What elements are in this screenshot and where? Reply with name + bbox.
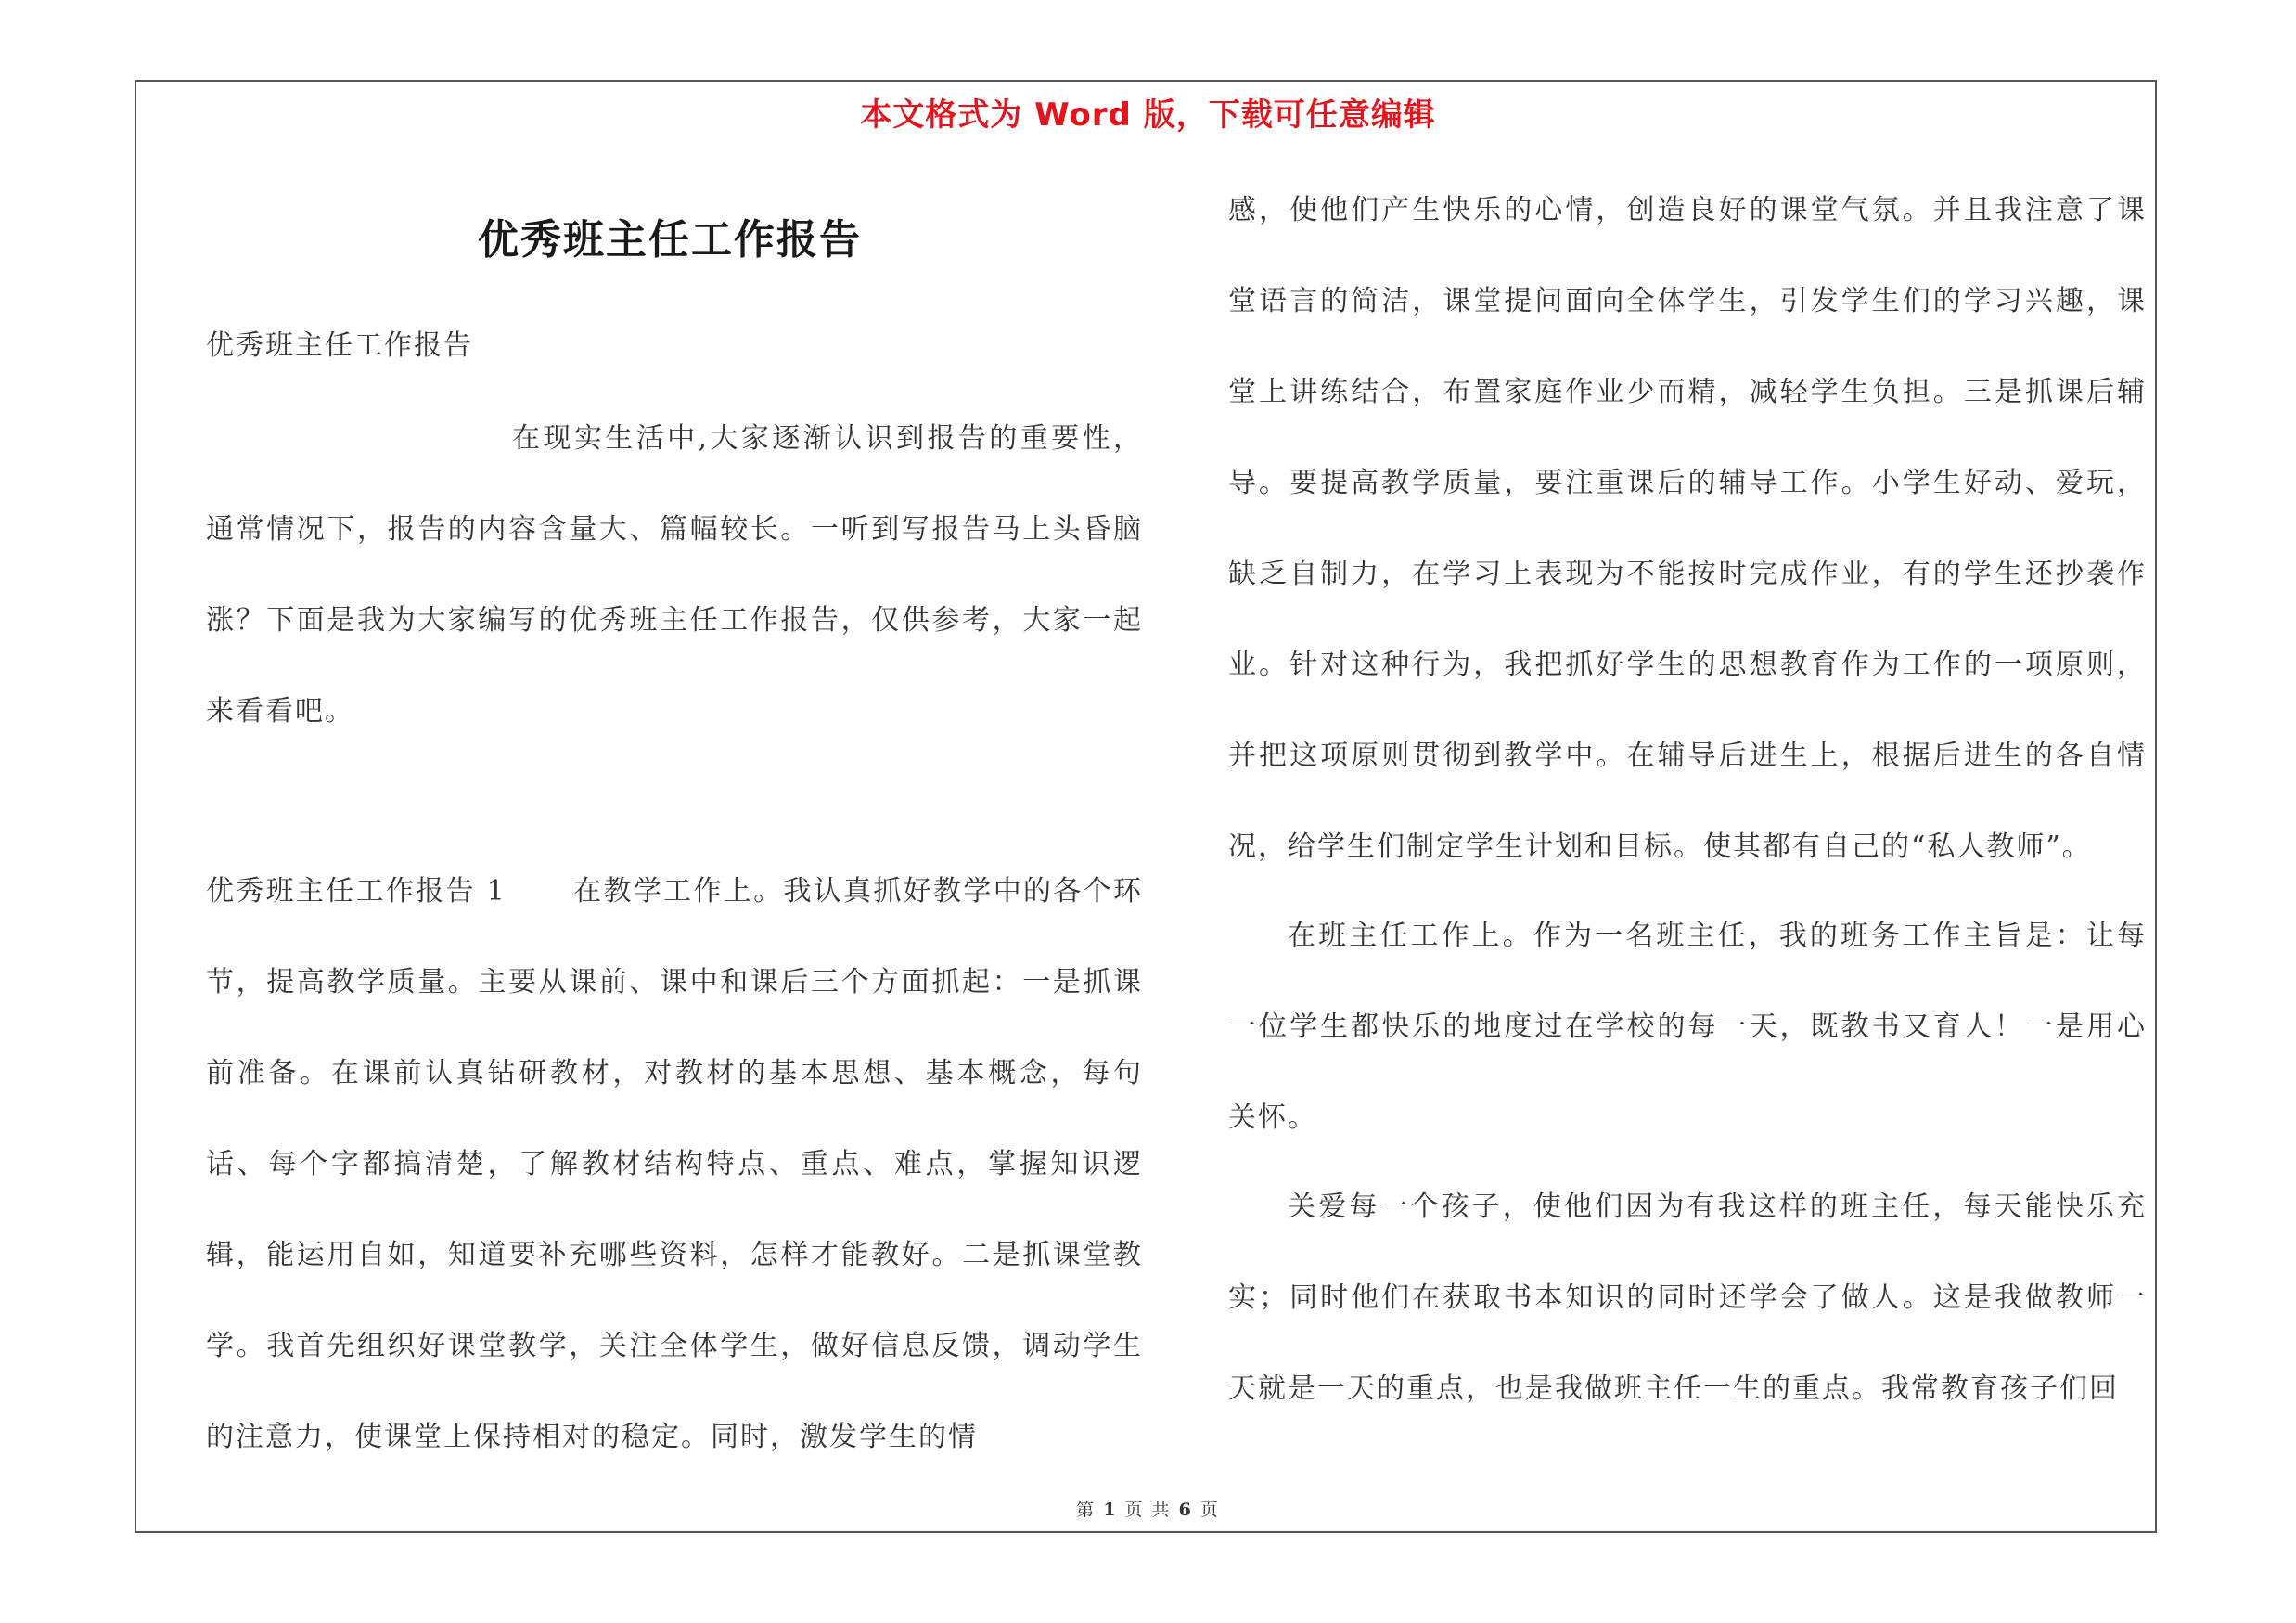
current-page-number: 1 <box>1103 1500 1118 1520</box>
section-1-text: 在教学工作上。我认真抓好教学中的各个环节，提高教学质量。主要从课前、课中和课后三个方面抓起：一是抓课前准备。在课前认真钻研教材，对教材的基本思想、基本概念，每句话、每个字都搞清楚，了解教材结构特点、重点、难点，掌握知识逻辑，能运用自如，知道要补充哪些资料，怎样才能教好。二是抓课堂教学。我首先组织好课堂教学，关注全体学生，做好信息反馈，调动学生的注意力，使课堂上保持相对的稳定。同时，激发学生的情 <box>206 875 1144 1453</box>
footer-prefix: 第 <box>1076 1500 1097 1520</box>
total-page-count: 6 <box>1178 1500 1193 1520</box>
word-format-banner: 本文格式为 Word 版，下载可任意编辑 <box>860 97 1436 134</box>
section-1-paragraph <box>206 846 1143 1483</box>
intro-paragraph: 在现实生活中,大家逐渐认识到报告的重要性，通常情况下，报告的内容含量大、篇幅较长。一听到写报告马上头昏脑涨？下面是我为大家编写的优秀班主任工作报告，仅供参考，大家一起来看看吧。 <box>206 422 1143 728</box>
class-teacher-paragraph: 在班主任工作上。作为一名班主任，我的班务工作主旨是：让每一位学生都快乐的地度过在学校的每一天，既教书又育人！一是用心关怀。 <box>1228 920 2147 1134</box>
care-paragraph: 关爱每一个孩子，使他们因为有我这样的班主任，每天能快乐充实；同时他们在获取书本知识的同时还学会了做人。这是我做教师一天就是一天的重点，也是我做班主任一生的重点。我常教育孩子们回 <box>1228 1191 2147 1405</box>
document-subtitle: 优秀班主任工作报告 <box>206 329 473 362</box>
document-title: 优秀班主任工作报告 <box>478 216 862 264</box>
section-1-heading: 优秀班主任工作报告 1 <box>206 875 507 908</box>
continued-paragraph: 感，使他们产生快乐的心情，创造良好的课堂气氛。并且我注意了课堂语言的简洁，课堂提问面向全体学生，引发学生们的学习兴趣，课堂上讲练结合，布置家庭作业少而精，减轻学生负担。三是抓课后辅导。要提高教学质量，要注重课后的辅导工作。小学生好动、爱玩，缺乏自制力，在学习上表现为不能按时完成作业，有的学生还抄袭作业。针对这种行为，我把抓好学生的思想教育作为工作的一项原则，并把这项原则贯彻到教学中。在辅导后进生上，根据后进生的各自情况，给学生们制定学生计划和目标。使其都有自己的“私人教师”。 <box>1228 194 2147 863</box>
footer-middle: 页 共 <box>1124 1500 1172 1520</box>
page-number-footer <box>0 1496 2296 1521</box>
footer-suffix: 页 <box>1199 1500 1220 1520</box>
